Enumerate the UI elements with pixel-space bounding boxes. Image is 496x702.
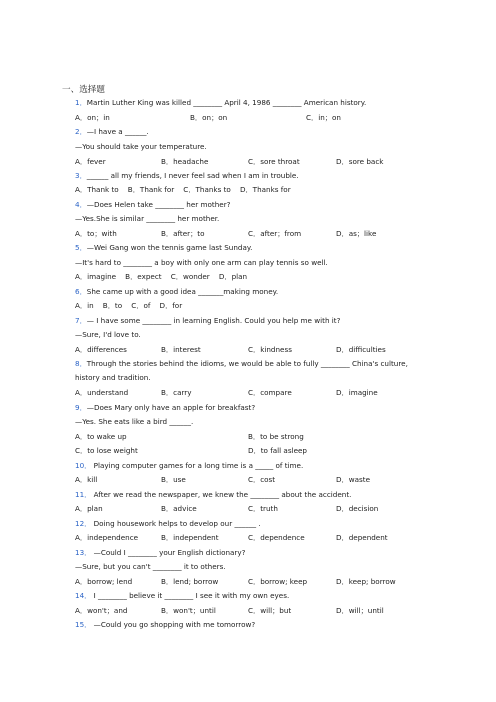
question-number: 13． bbox=[75, 548, 92, 557]
question-number: 6． bbox=[75, 287, 87, 296]
answer-option[interactable]: A．on；in bbox=[75, 113, 110, 122]
answer-option[interactable]: C．will；but bbox=[248, 606, 292, 615]
question-stem bbox=[75, 243, 252, 252]
question-stem bbox=[75, 403, 255, 412]
answer-option[interactable]: C．kindness bbox=[248, 345, 292, 354]
answer-options: A．Thank to B．Thank for C．Thanks to D．Thanks for bbox=[75, 185, 291, 194]
answer-option[interactable]: D．imagine bbox=[336, 388, 378, 397]
answer-option[interactable]: D．as；like bbox=[336, 229, 377, 238]
question-text: She came up with a good idea _______making money. bbox=[86, 287, 279, 296]
answer-option[interactable]: C．truth bbox=[248, 504, 278, 513]
question-number: 14． bbox=[75, 591, 92, 600]
question-number: 8． bbox=[75, 359, 87, 368]
question-text: —Could you go shopping with me tomorrow? bbox=[91, 620, 256, 629]
question-text-line: —Sure, but you can't ________ it to others. bbox=[75, 562, 226, 571]
question-stem bbox=[75, 620, 255, 629]
answer-option[interactable]: B．interest bbox=[161, 345, 201, 354]
answer-option[interactable]: B．on；on bbox=[190, 113, 228, 122]
question-text-line: —Yes. She eats like a bird ______. bbox=[75, 417, 194, 426]
question-text: —Does Helen take ________ her mother? bbox=[86, 200, 231, 209]
question-number: 7． bbox=[75, 316, 87, 325]
question-text: Doing housework helps to develop our ______ . bbox=[91, 519, 261, 528]
answer-option[interactable]: B．lend; borrow bbox=[161, 577, 219, 586]
question-number: 12． bbox=[75, 519, 92, 528]
question-stem bbox=[75, 316, 340, 325]
answer-options: A．imagine B．expect C．wonder D．plan bbox=[75, 272, 248, 281]
answer-option[interactable]: A．independence bbox=[75, 533, 139, 542]
question-text: ______ all my friends, I never feel sad when I am in trouble. bbox=[86, 171, 299, 180]
question-text-line: —Yes.She is similar ________ her mother. bbox=[75, 214, 220, 223]
question-stem bbox=[75, 200, 230, 209]
answer-option[interactable]: A．kill bbox=[75, 475, 98, 484]
answer-options: A．in B．to C．of D．for bbox=[75, 301, 183, 310]
answer-option[interactable]: A．understand bbox=[75, 388, 129, 397]
answer-option[interactable]: D．to fall asleep bbox=[248, 446, 307, 455]
answer-option[interactable]: C．sore throat bbox=[248, 157, 300, 166]
answer-option[interactable]: A．to；with bbox=[75, 229, 117, 238]
answer-option[interactable]: B．use bbox=[161, 475, 186, 484]
question-text: Playing computer games for a long time is a _____ of time. bbox=[91, 461, 304, 470]
answer-option[interactable]: C．after；from bbox=[248, 229, 302, 238]
question-stem bbox=[75, 127, 149, 136]
question-text: —Wei Gang won the tennis game last Sunday. bbox=[86, 243, 253, 252]
question-text: — I have some ________ in learning English. Could you help me with it? bbox=[86, 316, 341, 325]
answer-option[interactable]: D．waste bbox=[336, 475, 370, 484]
answer-option[interactable]: B．headache bbox=[161, 157, 209, 166]
answer-option[interactable]: A．to wake up bbox=[75, 432, 127, 441]
answer-option[interactable]: B．advice bbox=[161, 504, 197, 513]
answer-option[interactable]: D．decision bbox=[336, 504, 379, 513]
question-stem bbox=[75, 548, 245, 557]
question-text: Martin Luther King was killed ________ April 4, 1986 ________ American history. bbox=[86, 98, 367, 107]
question-stem bbox=[75, 519, 261, 528]
question-number: 1． bbox=[75, 98, 87, 107]
question-number: 9． bbox=[75, 403, 87, 412]
question-stem bbox=[75, 591, 289, 600]
answer-option[interactable]: A．fever bbox=[75, 157, 106, 166]
answer-option[interactable]: A．differences bbox=[75, 345, 127, 354]
answer-option[interactable]: D．keep; borrow bbox=[336, 577, 396, 586]
answer-option[interactable]: B．won't；until bbox=[161, 606, 216, 615]
question-number: 5． bbox=[75, 243, 87, 252]
question-text: —Could I ________ your English dictionary? bbox=[91, 548, 246, 557]
question-stem bbox=[75, 171, 299, 180]
answer-option[interactable]: D．will；until bbox=[336, 606, 384, 615]
answer-option[interactable]: C．borrow; keep bbox=[248, 577, 308, 586]
question-number: 11． bbox=[75, 490, 92, 499]
question-text-line: —You should take your temperature. bbox=[75, 142, 207, 151]
question-stem bbox=[75, 359, 408, 368]
section-title: 一、选择题 bbox=[62, 85, 105, 95]
question-stem bbox=[75, 287, 278, 296]
question-text: Through the stories behind the idioms, we would be able to fully ________ China's culture, bbox=[86, 359, 408, 368]
answer-option[interactable]: B．carry bbox=[161, 388, 192, 397]
question-stem bbox=[75, 490, 351, 499]
answer-option[interactable]: C．dependence bbox=[248, 533, 305, 542]
question-text: —Does Mary only have an apple for breakfast? bbox=[86, 403, 256, 412]
answer-option[interactable]: A．won't；and bbox=[75, 606, 128, 615]
question-text: —I have a ______. bbox=[86, 127, 149, 136]
answer-option[interactable]: B．to be strong bbox=[248, 432, 304, 441]
answer-option[interactable]: A．borrow; lend bbox=[75, 577, 133, 586]
question-stem bbox=[75, 461, 303, 470]
question-number: 3． bbox=[75, 171, 87, 180]
question-text-line: —Sure, I'd love to. bbox=[75, 330, 141, 339]
question-text: I ________ believe it ________ I see it with my own eyes. bbox=[91, 591, 290, 600]
answer-option[interactable]: D．difficulties bbox=[336, 345, 386, 354]
answer-option[interactable]: D．dependent bbox=[336, 533, 388, 542]
question-stem bbox=[75, 98, 366, 107]
question-text-line: —It's hard to ________ a boy with only one arm can play tennis so well. bbox=[75, 258, 328, 267]
answer-option[interactable]: B．after；to bbox=[161, 229, 205, 238]
answer-option[interactable]: D．sore back bbox=[336, 157, 384, 166]
question-text: After we read the newspaper, we knew the ________ about the accident. bbox=[91, 490, 352, 499]
answer-option[interactable]: C．compare bbox=[248, 388, 292, 397]
answer-option[interactable]: C．in；on bbox=[306, 113, 341, 122]
question-number: 15． bbox=[75, 620, 92, 629]
answer-option[interactable]: A．plan bbox=[75, 504, 103, 513]
question-number: 2． bbox=[75, 127, 87, 136]
answer-option[interactable]: C．cost bbox=[248, 475, 276, 484]
question-number: 10． bbox=[75, 461, 92, 470]
answer-option[interactable]: B．independent bbox=[161, 533, 219, 542]
question-text-line: history and tradition. bbox=[75, 373, 151, 382]
answer-option[interactable]: C．to lose weight bbox=[75, 446, 138, 455]
question-number: 4． bbox=[75, 200, 87, 209]
